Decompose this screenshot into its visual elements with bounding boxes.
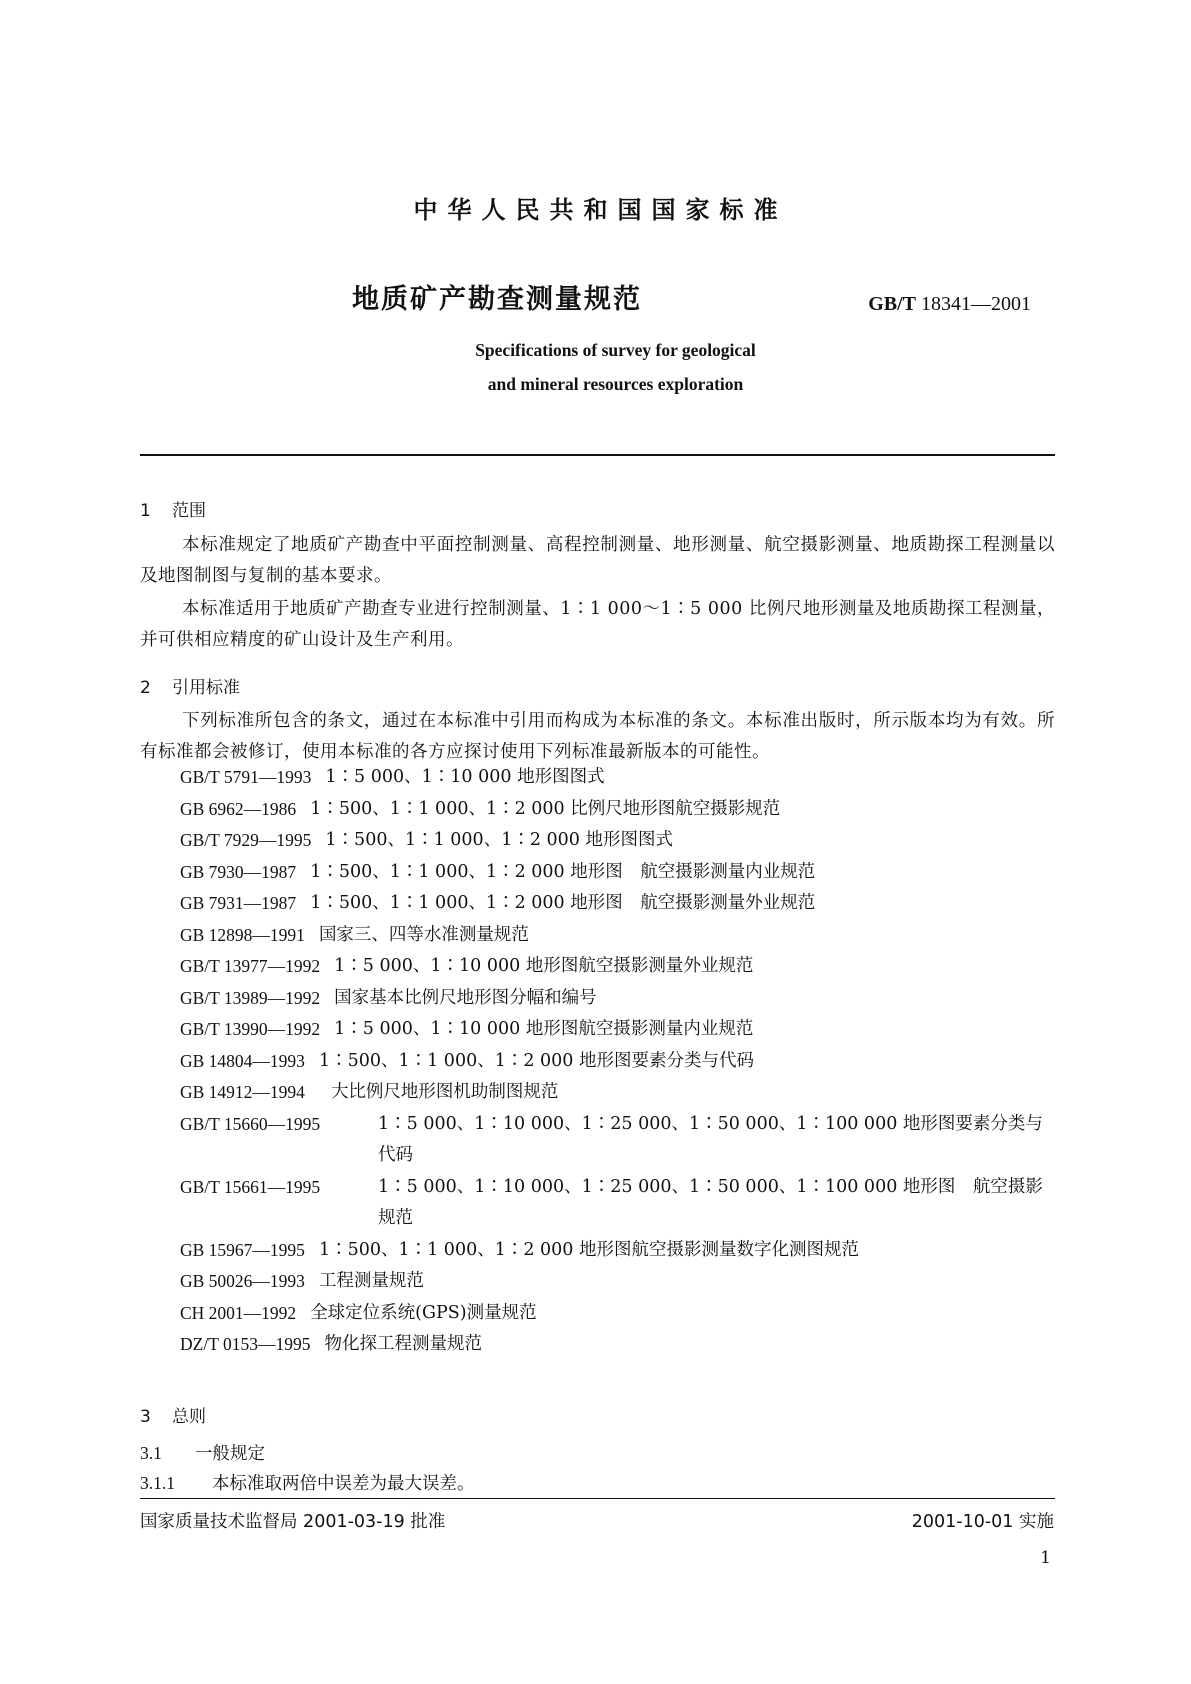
reference-code: GB/T 5791—1993 bbox=[180, 767, 312, 787]
implementation-date: 2001-10-01 实施 bbox=[911, 1512, 1054, 1532]
reference-code: GB 7931—1987 bbox=[180, 893, 297, 913]
reference-item bbox=[180, 857, 1060, 889]
reference-item bbox=[180, 1172, 1060, 1235]
section-number: 3 bbox=[140, 1407, 151, 1427]
reference-code: GB 14912—1994 bbox=[180, 1082, 305, 1102]
reference-code: GB/T 7929—1995 bbox=[180, 830, 312, 850]
reference-name: 1∶500、1∶1 000、1∶2 000 地形图 航空摄影测量内业规范 bbox=[310, 861, 816, 882]
section-title: 范围 bbox=[172, 501, 206, 521]
reference-item bbox=[180, 1266, 1060, 1298]
reference-item bbox=[180, 1329, 1060, 1361]
reference-code: GB 14804—1993 bbox=[180, 1050, 305, 1071]
reference-name: 1∶5 000、1∶10 000、1∶25 000、1∶50 000、1∶100 000 地形图要素分类与代码 bbox=[378, 1113, 1043, 1165]
reference-name: 国家基本比例尺地形图分幅和编号 bbox=[334, 987, 597, 1008]
section-number: 1 bbox=[140, 501, 151, 521]
reference-name: 1∶500、1∶1 000、1∶2 000 比例尺地形图航空摄影规范 bbox=[310, 798, 781, 819]
reference-code: GB/T 15660—1995 bbox=[180, 1113, 321, 1134]
english-title-line-2: and mineral resources exploration bbox=[487, 374, 744, 394]
section-number: 2 bbox=[140, 678, 151, 698]
reference-code: GB/T 13990—1992 bbox=[180, 1019, 321, 1039]
reference-code: GB 6962—1986 bbox=[180, 798, 297, 819]
reference-item bbox=[180, 1109, 1060, 1172]
reference-code: GB 12898—1991 bbox=[180, 924, 305, 945]
clause-text: 本标准取两倍中误差为最大误差。 bbox=[212, 1474, 475, 1494]
reference-name: 1∶500、1∶1 000、1∶2 000 地形图图式 bbox=[325, 830, 673, 850]
subsection-title: 一般规定 bbox=[195, 1444, 265, 1464]
standard-code-prefix: GB/T bbox=[868, 293, 916, 315]
header-divider bbox=[140, 454, 1055, 456]
section-1-paragraph-1: 本标准规定了地质矿产勘查中平面控制测量、高程控制测量、地形测量、航空摄影测量、地质勘探工程测量以及地图制图与复制的基本要求。 bbox=[140, 535, 1055, 586]
section-2-heading bbox=[140, 673, 240, 698]
reference-item bbox=[180, 1298, 1060, 1330]
reference-name: 1∶500、1∶1 000、1∶2 000 地形图 航空摄影测量外业规范 bbox=[310, 893, 816, 913]
reference-name: 国家三、四等水准测量规范 bbox=[318, 924, 529, 945]
reference-list bbox=[180, 762, 1060, 1361]
section-3-heading bbox=[140, 1402, 206, 1427]
section-title: 引用标准 bbox=[172, 678, 240, 698]
document-title: 地质矿产勘查测量规范 bbox=[352, 284, 642, 315]
reference-name: 1∶5 000、1∶10 000、1∶25 000、1∶50 000、1∶100 000 地形图 航空摄影规范 bbox=[378, 1176, 1043, 1228]
subsection-number: 3.1 bbox=[140, 1443, 162, 1463]
reference-name: 全球定位系统(GPS)测量规范 bbox=[310, 1302, 537, 1323]
reference-item bbox=[180, 951, 1060, 983]
reference-code: GB 15967—1995 bbox=[180, 1239, 305, 1260]
reference-name: 物化探工程测量规范 bbox=[324, 1334, 482, 1354]
reference-name: 工程测量规范 bbox=[318, 1271, 424, 1291]
reference-item bbox=[180, 888, 1060, 920]
reference-name: 1∶5 000、1∶10 000 地形图图式 bbox=[325, 767, 605, 787]
english-title-line-1: Specifications of survey for geological bbox=[475, 340, 756, 360]
reference-code: CH 2001—1992 bbox=[180, 1302, 297, 1323]
section-1-heading bbox=[140, 496, 206, 521]
reference-item bbox=[180, 762, 1060, 794]
reference-code: GB/T 13977—1992 bbox=[180, 956, 321, 976]
reference-name: 1∶500、1∶1 000、1∶2 000 地形图要素分类与代码 bbox=[318, 1050, 755, 1071]
reference-item bbox=[180, 1014, 1060, 1046]
standard-code-number: 18341—2001 bbox=[921, 293, 1031, 315]
reference-item bbox=[180, 825, 1060, 857]
clause-3-1-1 bbox=[140, 1470, 475, 1495]
reference-item bbox=[180, 794, 1060, 826]
section-title: 总则 bbox=[172, 1407, 206, 1427]
national-standard-heading: 中华人民共和国国家标准 bbox=[413, 196, 788, 224]
reference-item bbox=[180, 983, 1060, 1015]
page-number: 1 bbox=[1040, 1548, 1051, 1568]
approval-statement: 国家质量技术监督局 2001-03-19 批准 bbox=[140, 1512, 446, 1532]
clause-number: 3.1.1 bbox=[140, 1473, 175, 1493]
reference-name: 1∶500、1∶1 000、1∶2 000 地形图航空摄影测量数字化测图规范 bbox=[318, 1239, 860, 1260]
subsection-3-1 bbox=[140, 1440, 265, 1465]
footer-divider bbox=[140, 1498, 1055, 1499]
reference-code: GB/T 13989—1992 bbox=[180, 987, 321, 1008]
reference-name: 1∶5 000、1∶10 000 地形图航空摄影测量内业规范 bbox=[334, 1019, 754, 1039]
reference-item bbox=[180, 1077, 1060, 1109]
section-2-intro: 下列标准所包含的条文，通过在本标准中引用而构成为本标准的条文。本标准出版时，所示版本均为有效。所有标准都会被修订，使用本标准的各方应探讨使用下列标准最新版本的可能性。 bbox=[140, 711, 1055, 762]
reference-item bbox=[180, 1046, 1060, 1078]
section-1-paragraph-2: 本标准适用于地质矿产勘查专业进行控制测量、1∶1 000～1∶5 000 比例尺地形测量及地质勘探工程测量，并可供相应精度的矿山设计及生产利用。 bbox=[140, 599, 1055, 650]
reference-code: DZ/T 0153—1995 bbox=[180, 1334, 311, 1354]
reference-item bbox=[180, 920, 1060, 952]
standard-code bbox=[868, 293, 1031, 316]
reference-item bbox=[180, 1235, 1060, 1267]
reference-code: GB/T 15661—1995 bbox=[180, 1176, 321, 1197]
reference-name: 大比例尺地形图机助制图规范 bbox=[330, 1082, 559, 1102]
reference-code: GB 7930—1987 bbox=[180, 861, 297, 882]
reference-code: GB 50026—1993 bbox=[180, 1271, 305, 1291]
reference-name: 1∶5 000、1∶10 000 地形图航空摄影测量外业规范 bbox=[334, 956, 754, 976]
